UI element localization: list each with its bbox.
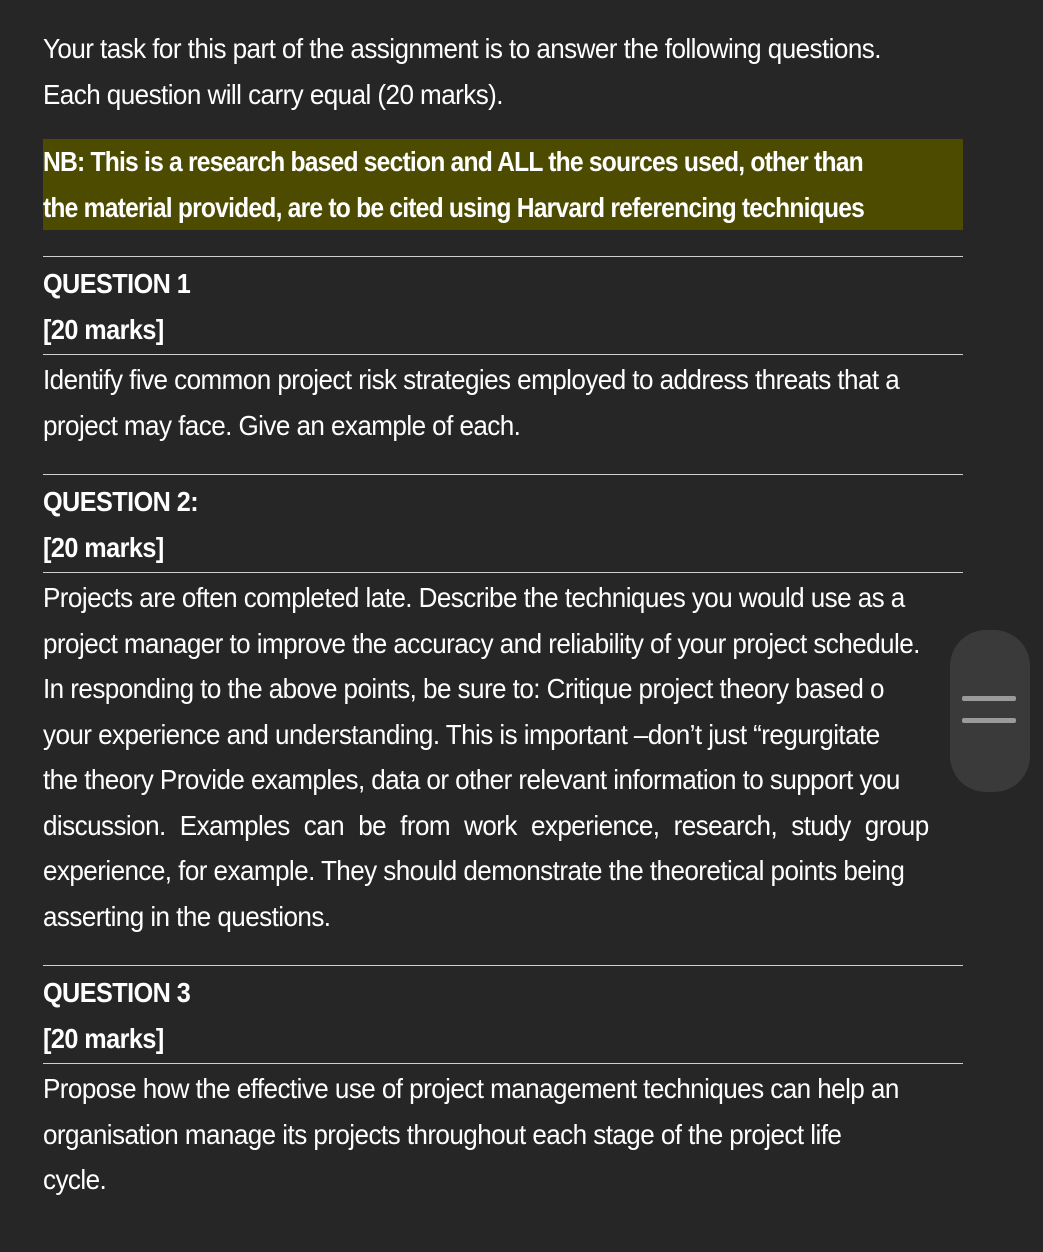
question-2-section (43, 474, 963, 939)
question-2-header (43, 475, 963, 572)
question-3-title: QUESTION 3 (43, 977, 191, 1008)
assignment-document (43, 26, 963, 1203)
intro-line-2: Each question will carry equal (20 marks). (43, 78, 503, 110)
question-1-marks: [20 marks] (43, 313, 164, 345)
question-2-line: your experience and understanding. This is important –don’t just “regurgitate (43, 718, 880, 750)
question-2-marks: [20 marks] (43, 531, 164, 563)
question-3-line: cycle. (43, 1164, 107, 1195)
notice-line-2: the material provided, are to be cited using Harvard referencing techniques (43, 185, 963, 231)
drag-handle-icon[interactable] (962, 696, 1016, 701)
question-1-header (43, 257, 963, 354)
question-3-section (43, 965, 963, 1203)
question-1-title: QUESTION 1 (43, 268, 191, 299)
question-2-line: the theory Provide examples, data or other relevant information to support you (43, 764, 900, 795)
question-3-header (43, 966, 963, 1063)
referencing-notice (43, 139, 963, 230)
question-1-section (43, 256, 963, 448)
question-3-line: Propose how the effective use of project management techniques can help an (43, 1073, 899, 1104)
question-2-line: experience, for example. They should demonstrate the theoretical points being (43, 855, 905, 886)
intro-paragraph (43, 26, 963, 117)
question-1-body (43, 355, 963, 448)
question-2-line: asserting in the questions. (43, 900, 331, 932)
question-2-line: project manager to improve the accuracy and reliability of your project schedule. (43, 627, 920, 659)
intro-line-1: Your task for this part of the assignment is to answer the following questions. (43, 33, 881, 64)
question-2-line: discussion. Examples can be from work experience, research, study group (43, 809, 929, 841)
question-3-line: organisation manage its projects throughout each stage of the project life (43, 1118, 842, 1150)
notice-line-1: NB: This is a research based section and ALL the sources used, other than (43, 139, 963, 185)
drag-handle-icon[interactable] (962, 718, 1016, 723)
question-3-body (43, 1064, 963, 1203)
question-1-line: Identify five common project risk strategies employed to address threats that a (43, 364, 900, 395)
question-3-marks: [20 marks] (43, 1022, 164, 1054)
scroll-handle[interactable] (950, 630, 1030, 792)
question-2-body (43, 573, 963, 939)
question-2-title: QUESTION 2: (43, 486, 199, 517)
question-2-line: In responding to the above points, be sure to: Critique project theory based o (43, 673, 884, 704)
question-1-line: project may face. Give an example of each. (43, 409, 521, 441)
question-2-line: Projects are often completed late. Describe the techniques you would use as a (43, 582, 905, 613)
